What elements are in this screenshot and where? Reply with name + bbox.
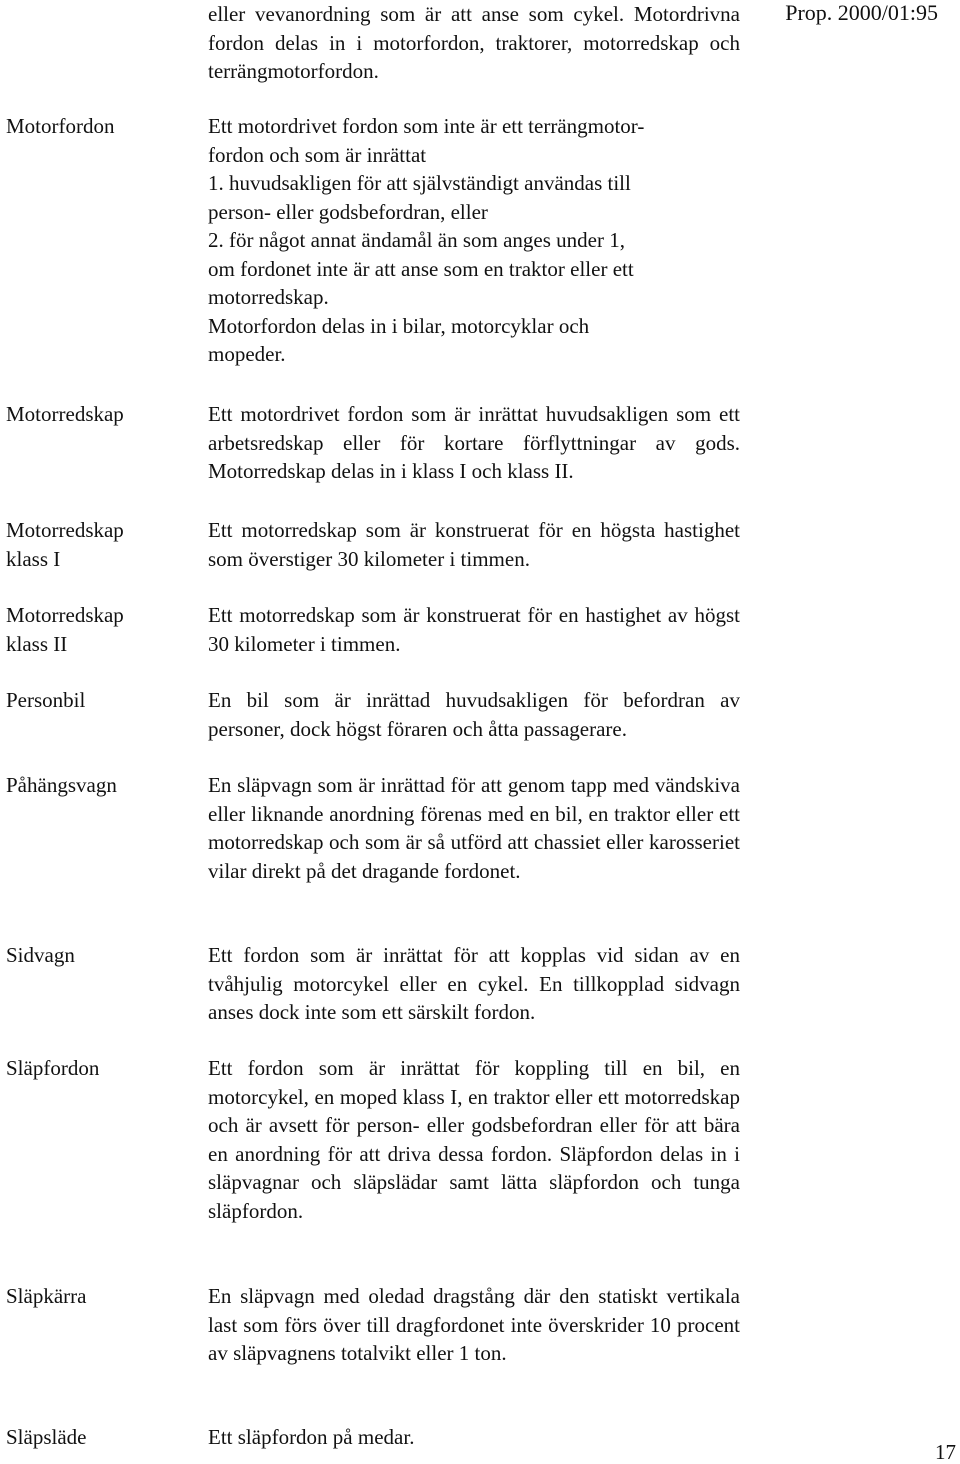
definition-line: 1. huvudsakligen för att självständigt användas till [208, 171, 631, 195]
definition-slapfordon: Ett fordon som är inrättat för koppling till en bil, en motorcykel, en moped klass I, en traktor eller ett motorredskap och är avsett för person- eller godsbefordran eller för att bära en anordning för att driva dessa fordon. Släpfordon delas in i släpvagnar och släpslädar samt lätta släpfordon och tunga släpfordon. [208, 1056, 740, 1223]
definition-slapkarra: En släpvagn med oledad dragstång där den statiskt vertikala last som förs över till dragfordonet inte överskrider 10 procent av släpvagnens totalvikt eller 1 ton. [208, 1284, 740, 1365]
definition-sidvagn: Ett fordon som är inrättat för att kopplas vid sidan av en tvåhjulig motorcykel eller en cykel. En tillkopplad sidvagn anses dock inte som ett särskilt fordon. [208, 943, 740, 1024]
term-line: klass II [6, 631, 68, 656]
term-pahangsvagn: Påhängsvagn [6, 773, 117, 797]
term-line: Motorredskap [6, 603, 124, 627]
definition-line: om fordonet inte är att anse som en traktor eller ett [208, 256, 634, 281]
definition-personbil: En bil som är inrättad huvudsakligen för befordran av personer, dock högst föraren och åtta passagerare. [208, 688, 740, 741]
term-sidvagn: Sidvagn [6, 943, 75, 967]
definition-motorredskap-klass-1: Ett motorredskap som är konstruerat för en högsta hastighet som överstiger 30 kilometer i timmen. [208, 518, 740, 571]
definition-motorredskap-klass-2: Ett motorredskap som är konstruerat för en hastighet av högst 30 kilometer i timmen. [208, 603, 740, 656]
page-number: 17 [935, 1440, 956, 1464]
term-personbil: Personbil [6, 688, 86, 712]
term-slapkarra: Släpkärra [6, 1284, 87, 1308]
definition-line: mopeder. [208, 342, 286, 366]
definition-line: motorredskap. [208, 285, 329, 309]
term-motorredskap-klass-2 [6, 601, 196, 658]
term-line: Motorredskap [6, 518, 124, 542]
definition-line: Motorfordon delas in i bilar, motorcyklar och [208, 313, 590, 338]
intro-paragraph: eller vevanordning som är att anse som cykel. Motordrivna fordon delas in i motorfordon, traktorer, motorredskap och terrängmotorfordon. [208, 2, 740, 83]
definition-motorredskap: Ett motordrivet fordon som är inrättat huvudsakligen som ett arbetsredskap eller för kortare förflyttningar av gods. Motorredskap delas in i klass I och klass II. [208, 402, 740, 483]
definition-line: person- eller godsbefordran, eller [208, 199, 488, 224]
definition-line: fordon och som är inrättat [208, 142, 427, 167]
term-slapfordon: Släpfordon [6, 1056, 100, 1080]
definition-line: Ett motordrivet fordon som inte är ett terrängmotor- [208, 114, 645, 138]
definition-slapslade: Ett släpfordon på medar. [208, 1425, 415, 1449]
definition-line: 2. för något annat ändamål än som anges under 1, [208, 228, 625, 252]
definition-motorfordon [208, 112, 740, 369]
definition-pahangsvagn: En släpvagn som är inrättad för att genom tapp med vändskiva eller liknande anordning förenas med en bil, en traktor eller ett motorredskap och som är så utförd att chassiet eller karosseriet vilar direkt på det dragande fordonet. [208, 773, 740, 883]
term-motorfordon: Motorfordon [6, 114, 115, 138]
term-motorredskap-klass-1 [6, 516, 196, 573]
term-slapslade: Släpsläde [6, 1425, 87, 1449]
term-motorredskap: Motorredskap [6, 402, 124, 426]
term-line: klass I [6, 546, 61, 571]
document-reference: Prop. 2000/01:95 [785, 0, 938, 25]
